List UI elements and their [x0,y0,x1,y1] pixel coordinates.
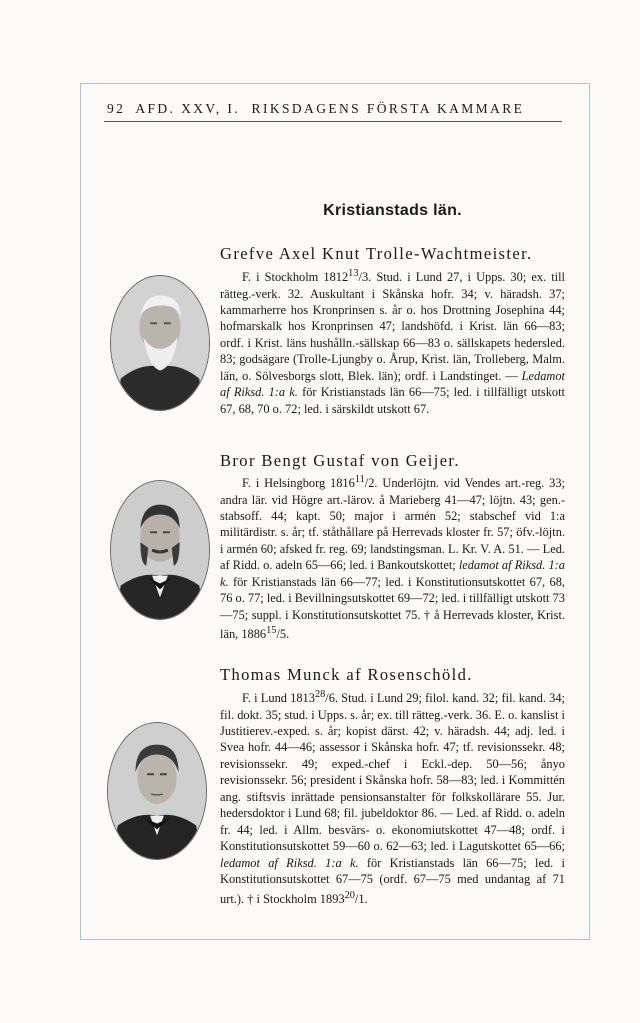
portrait-von-geijer [110,480,210,620]
portrait-trolle-wachtmeister [110,275,210,411]
entry-name-munck-af-rosenschold: Thomas Munck af Rosenschöld. [220,665,473,684]
page-number: 92 [107,101,126,116]
entry-name-von-geijer: Bror Bengt Gustaf von Geijer. [220,451,460,470]
running-header [107,101,562,117]
section-title: Kristianstads län. [323,202,462,219]
entry-bio-trolle-wachtmeister: F. i Stockholm 1812$^{13}$/3. Stud. i Lund 27, i Upps. 30; ex. till rätteg.-verk. 32. Auskultant i Skånska hofr. 34; v. häradsh. 37; kammarherre hos Kronprinsen s. år o. hos Drottning Josephina 44; hofmarskalk hos Kronprinsen 47; landshöfd. i Krist. län 66—83; ordf. i Krist. läns hushålln.-sällskap 66—83 o. sällskapets hedersled. 83; godsägare (Trolle-Ljungby o. Årup, Krist. län, Trolleberg, Malm. län, o. Sölvesborgs slott, Blek. län); ordf. i Landstinget. — Ledamot af Riksd. 1:a k. för Kristianstads län 66—75; led. i tillfälligt utskott 67, 68, 70 o. 72; led. i särskildt utskott 67. [220,268,565,416]
entry-name-trolle-wachtmeister: Grefve Axel Knut Trolle-Wachtmeister. [220,244,533,263]
running-title: AFD. XXV, I. RIKSDAGENS FÖRSTA KAMMARE [135,101,525,116]
entry-bio-munck-af-rosenschold: F. i Lund 1813$^{28}$/6. Stud. i Lund 29; filol. kand. 32; fil. kand. 34; fil. dokt. 35; stud. i Upps. s. år; ex. till rätteg.-verk. 36. E. o. kanslist i Justitierev.-exped. s. år; kopist därst. 42; v. häradsh. 44; adj. led. i Svea hofr. 44—46; assessor i Skånska hofr. 47; tf. revisionssekr. 48; revisionssekr. 49; exped.-chef i Eckl.-dep. 50—56; ånyo revisionssekr. 56; president i Skånska hofr. 58—83; led. i Kommittén ang. stiftsvis inrättade pensionsanstalter för folkskollärare 55. Jur. hedersdoktor i Lund 68; fil. jubeldoktor 86. — Led. af Ridd. o. adeln fr. 44; led. i Allm. besvärs- o. ekonomiutskottet 47—48; ordf. i Konstitutionsutskottet 59—60 o. 62—63; led. i Lagutskottet 65—66; ledamot af Riksd. 1:a k. för Kristianstads län 66—75; led. i Konstitutionsutskottet 67—75 (ordf. 67—75 med undantag af 71 urt.). † i Stockholm 1893$^{20}$/1. [220,689,565,906]
header-rule [104,121,562,122]
entry-bio-von-geijer: F. i Helsingborg 1816$^{11}$/2. Underlöjtn. vid Vendes art.-reg. 33; andra lär. vid Högre art.-lärov. å Marieberg 41—47; löjtn. 43; gen.-stabsoff. 44; kapt. 50; major i armén 52; stabschef vid 1:a militärdistr. s. år; tf. ståthållare på Herrevads kloster fr. 57; öfv.-löjtn. i armén 60; afsked fr. reg. 69; landstingsman. L. Kr. V. A. 51. — Led. af Ridd. o. adeln 65—66; led. i Bankoutskottet; ledamot af Riksd. 1:a k. för Kristianstads län 66—77; led. i Konstitutionsutskottet 67, 68, 76 o. 77; led. i Bevillningsutskottet 69—72; led. i tillfälligt utskott 73—75; suppl. i Konstitutionsutskottet 75. † å Herrevads kloster, Krist. län, 1886$^{15}$/5. [220,474,566,642]
portrait-munck-af-rosenschold [107,722,207,860]
